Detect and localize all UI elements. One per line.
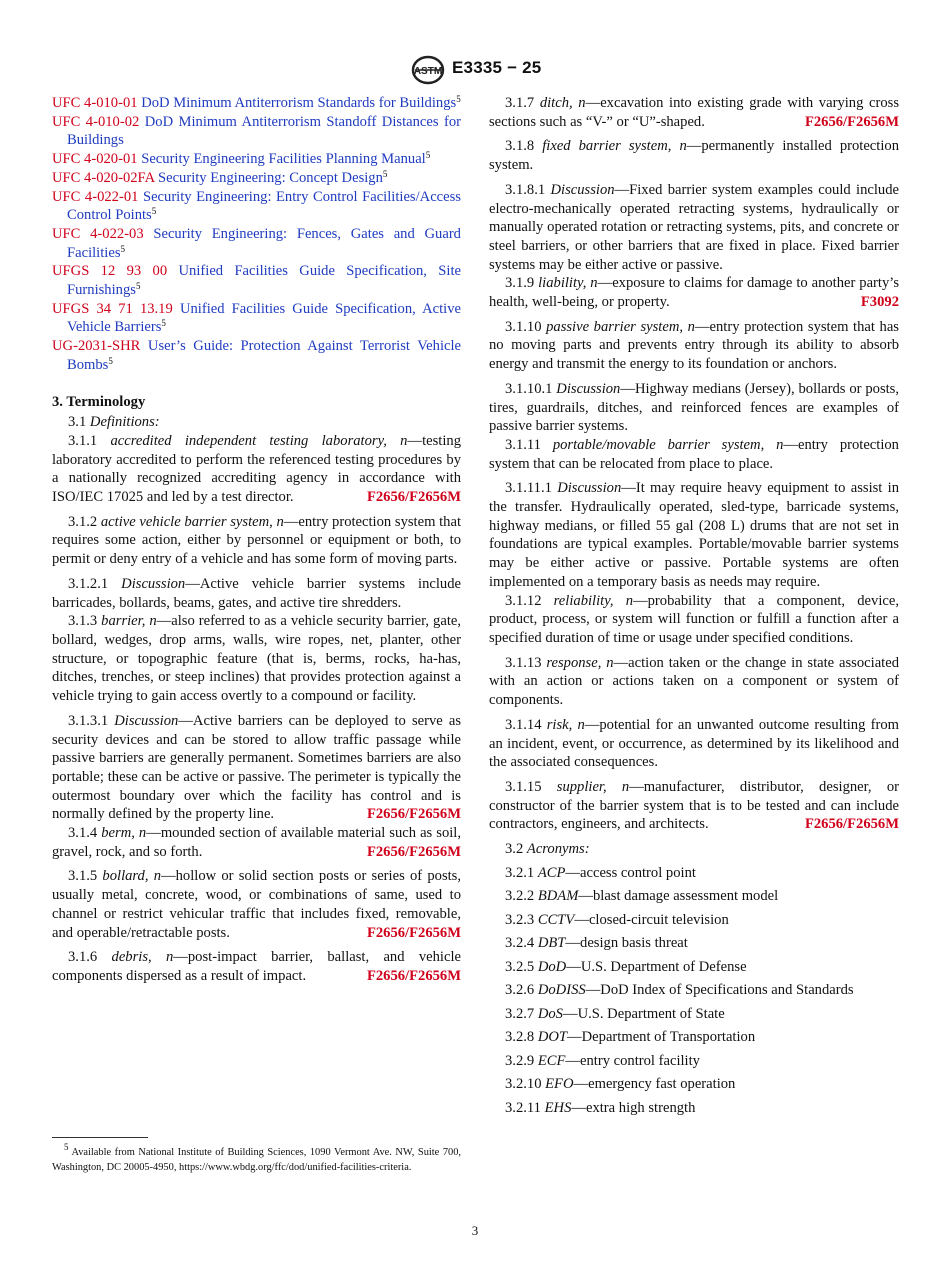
reference-item (52, 188, 461, 225)
reference-tag[interactable]: F2656/F2656M (804, 113, 899, 130)
discussion-paragraph: 3.1.3.1 Discussion—Active barriers can be deployed to serve as security devices and can be stored to allow traffic passage while passive barriers are generally permanent. Sometimes barriers are also portable; these can be active or passive. The perimeter is typically the outermost boundary over which the facility has control and is normally defined by the property line. F2656/F2656M (52, 712, 461, 823)
reference-title[interactable]: Security Engineering: Fences, Gates and Guard Facilities (67, 225, 461, 261)
footnote-mark: 5 (108, 355, 113, 366)
reference-tag[interactable]: F2656/F2656M (804, 816, 899, 833)
acronym-item: 3.2.11 EHS—extra high strength (505, 1099, 696, 1116)
definition-paragraph: 3.1.2 active vehicle barrier system, n—entry protection system that requires some action, either by personnel or equipment or both, to permit or deny entry of a vehicle and has some form of moving parts. (52, 513, 461, 568)
definition-paragraph: 3.1.13 response, n—action taken or the change in state associated with an action or actions taken on a component or system of components. (489, 654, 899, 709)
footnote-mark: 5 (456, 94, 461, 104)
reference-tag[interactable]: F2656/F2656M (366, 806, 461, 823)
reference-item (52, 150, 461, 169)
definition-paragraph: 3.1.15 supplier, n—manufacturer, distributor, designer, or constructor of the barrier system that is to be tested and can include contractors, engineers, and architects. F2656/F2656M (489, 778, 899, 833)
section-heading: 3. Terminology (52, 393, 146, 410)
page-header (0, 55, 950, 85)
acronym-item: 3.2.9 ECF—entry control facility (505, 1052, 700, 1069)
subsection-heading: 3.1 Definitions: (68, 414, 160, 431)
reference-title[interactable]: Security Engineering: Concept Design (157, 169, 383, 186)
acronym-list (489, 864, 899, 1118)
acronym-item: 3.2.6 DoDISS—DoD Index of Specifications and Standards (505, 982, 854, 999)
definition-paragraph: 3.1.3 barrier, n—also referred to as a vehicle security barrier, gate, bollard, wedges, drop arms, walls, wire ropes, net, planter, other structure, or topographic feature (that is, berms, rocks, ha-has, ditches, trenches, or steep inclines) that provides protection against a vehicle trying to gain access overtly to a compound or facility. (52, 613, 461, 705)
definition-paragraph: 3.1.8 fixed barrier system, n—permanently installed protection system. (489, 138, 899, 174)
acronym-item: 3.2.3 CCTV—closed-circuit television (505, 911, 729, 928)
definition-paragraph: 3.1.5 bollard, n—hollow or solid section posts or series of posts, usually metal, concrete, wood, or combinations of same, used to channel or restrict vehicular traffic that includes fixed, removable, and operable/retractable posts. F2656/F2656M (52, 868, 462, 941)
reference-item (52, 300, 461, 337)
reference-item (52, 225, 461, 262)
reference-code[interactable]: UFGS 12 93 00 (52, 263, 168, 280)
reference-list (52, 94, 461, 375)
acronym-item: 3.2.8 DOT—Department of Transportation (505, 1029, 756, 1046)
reference-item (52, 169, 461, 188)
reference-tag[interactable]: F2656/F2656M (366, 489, 461, 506)
reference-title[interactable]: Unified Facilities Guide Specification, Active Vehicle Barriers (67, 300, 462, 336)
acronym-item: 3.2.10 EFO—emergency fast operation (505, 1076, 736, 1093)
subsection-heading: 3.2 Acronyms: (505, 841, 590, 858)
reference-title[interactable]: DoD Minimum Antiterrorism Standoff Distances for Buildings (67, 113, 461, 149)
footnote-mark: 5 (120, 243, 126, 254)
definition-paragraph: 3.1.1 accredited independent testing laboratory, n—testing laboratory accredited to perform the referenced testing procedures by a nationally recognized accrediting agency in accordance with ISO/IEC 17025 and led by a test director. F2656/F2656M (52, 432, 461, 506)
footnote-mark: 5 (151, 206, 157, 217)
reference-code[interactable]: UFGS 34 71 13.19 (52, 300, 173, 317)
definition-paragraph: 3.1.14 risk, n—potential for an unwanted outcome resulting from an incident, event, or occurrence, as determined by its likelihood and the associated consequences. (489, 716, 899, 771)
reference-tag[interactable]: F2656/F2656M (366, 967, 461, 984)
right-column (489, 94, 899, 1122)
reference-title[interactable]: Security Engineering: Entry Control Facilities/Access Control Points (67, 188, 461, 224)
reference-code[interactable]: UG-2031-SHR (52, 338, 141, 355)
reference-code[interactable]: UFC 4-020-02FA (52, 169, 155, 186)
footnote-divider (52, 1137, 148, 1138)
reference-title[interactable]: DoD Minimum Antiterrorism Standards for Buildings (141, 95, 457, 111)
astm-logo-icon (410, 55, 446, 85)
definition-paragraph: 3.1.12 reliability, n—probability that a component, device, product, process, or system will function or fulfill a function after a specified duration of time or usage under specified conditions. (489, 592, 899, 646)
acronym-item: 3.2.2 BDAM—blast damage assessment model (505, 888, 779, 905)
reference-tag[interactable]: F2656/F2656M (366, 843, 461, 860)
footnote-mark: 5 (135, 281, 141, 292)
footnote: $^5$ Available from National Institute of Building Sciences, 1090 Vermont Ave. NW, Suite 700, Washington, DC 20005-4950, https://www.wbdg.org/ffc/dod/unified-facilities-criteria. (52, 1142, 461, 1173)
reference-item (52, 113, 461, 150)
reference-code[interactable]: UFC 4-020-01 (52, 151, 138, 168)
definition-paragraph: 3.1.4 berm, n—mounded section of available material such as soil, gravel, rock, and so forth. F2656/F2656M (52, 825, 461, 860)
reference-code[interactable]: UFC 4-010-02 (52, 113, 140, 130)
reference-tag[interactable]: F3092 (860, 294, 899, 311)
footnote-mark: 5 (161, 318, 166, 329)
acronym-item: 3.2.4 DBT—design basis threat (505, 935, 688, 952)
definition-paragraph: 3.1.10 passive barrier system, n—entry protection system that has no moving parts and prevents entry through its ability to absorb energy and transmit the energy to its foundation or anchors. (489, 318, 899, 373)
reference-code[interactable]: UFC 4-010-01 (52, 95, 138, 111)
definition-paragraph: 3.1.11 portable/movable barrier system, n—entry protection system that can be relocated from place to place. (489, 436, 899, 472)
acronym-item: 3.2.1 ACP—access control point (505, 864, 696, 881)
reference-title[interactable]: Unified Facilities Guide Specification, Site Furnishings (67, 263, 462, 299)
acronym-item: 3.2.7 DoS—U.S. Department of State (505, 1005, 725, 1022)
standard-designation: E3335 − 25 (452, 58, 542, 77)
footnote-mark: 5 (382, 168, 388, 179)
acronym-item: 3.2.5 DoD—U.S. Department of Defense (505, 958, 747, 975)
discussion-paragraph: 3.1.8.1 Discussion—Fixed barrier system examples could include electro-mechanically operated retracting systems, hydraulically or manually operated rotation or retracting systems, pits, and concrete or steel barriers, or other barriers that are fixed in place. Fixed barrier systems may be either active or passive. (489, 181, 899, 273)
reference-tag[interactable]: F2656/F2656M (366, 924, 461, 941)
discussion-paragraph: 3.1.11.1 Discussion—It may require heavy equipment to assist in the transfer. Hydraulically operated, sled-type, barricade systems, highway medians, or filled 55 gal (208 L) drums that are not set in foundations are typical examples. Portable/movable barrier systems may be either active or passive. Portable systems are often implemented on a temporary basis as needs may require. (489, 480, 899, 590)
footnote-mark: 5 (425, 150, 431, 161)
reference-item (52, 337, 461, 374)
svg-text:ASTM: ASTM (413, 66, 443, 77)
definition-paragraph: 3.1.6 debris, n—post-impact barrier, ballast, and vehicle components dispersed as a result of impact. F2656/F2656M (52, 949, 461, 984)
definition-paragraph: 3.1.7 ditch, n—excavation into existing grade with varying cross sections such as “V-” or “U”-shaped. F2656/F2656M (489, 95, 900, 130)
definition-paragraph: 3.1.9 liability, n—exposure to claims for damage to another party’s health, well-being, or property. F3092 (489, 275, 899, 311)
reference-item (52, 94, 461, 113)
discussion-paragraph: 3.1.10.1 Discussion—Highway medians (Jersey), bollards or posts, tires, guardrails, ditches, and reinforced fences are examples of passive barrier systems. (489, 380, 899, 435)
reference-title[interactable]: Security Engineering Facilities Planning Manual (141, 151, 426, 168)
reference-code[interactable]: UFC 4-022-03 (52, 225, 144, 242)
left-column (52, 94, 461, 986)
reference-item (52, 262, 461, 299)
discussion-paragraph: 3.1.2.1 Discussion—Active vehicle barrier systems include barricades, bollards, beams, gates, and active tire shredders. (52, 575, 461, 611)
reference-code[interactable]: UFC 4-022-01 (52, 188, 139, 205)
reference-title[interactable]: User’s Guide: Protection Against Terrorist Vehicle Bombs (67, 338, 462, 373)
page-number: 3 (471, 1223, 479, 1238)
